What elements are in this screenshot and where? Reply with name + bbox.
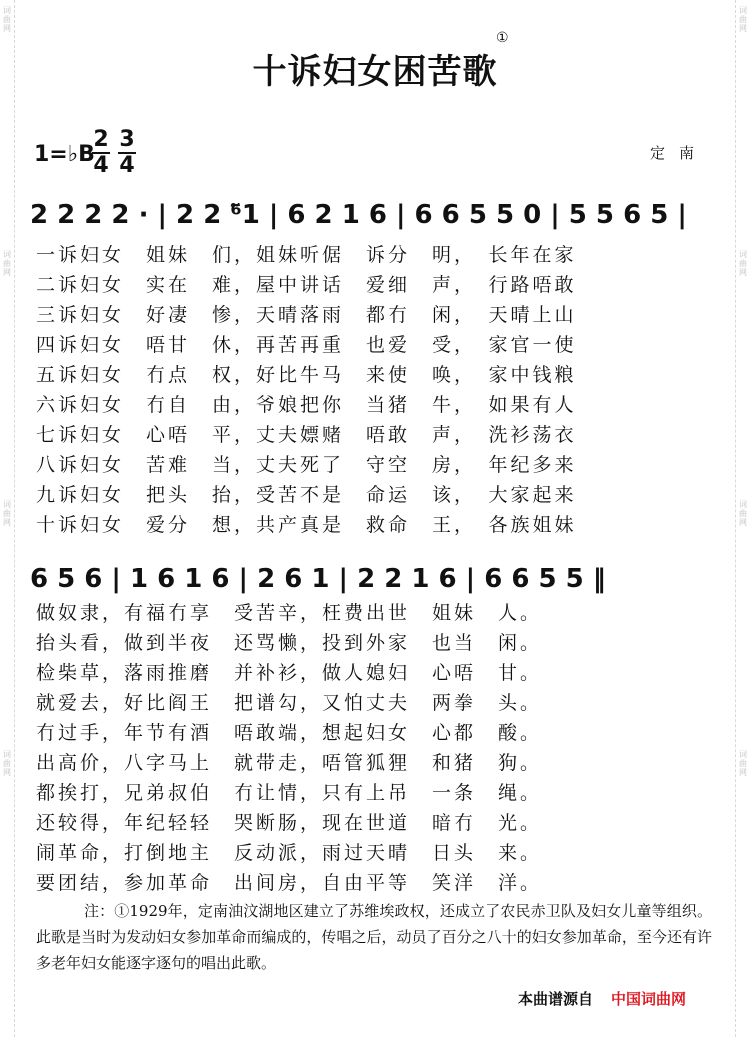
- lyric-verse-4: 就爱去，好比阎王 把谱勾，又怕丈夫 两拳 头。: [36, 692, 543, 714]
- lyric-verse-5: 冇过手，年节有酒 唔敢端，想起妇女 心都 酸。: [36, 722, 543, 744]
- lyric-verse-8: 八诉妇女 苦难 当，丈夫死了 守空 房， 年纪多来: [36, 454, 577, 476]
- lyric-verse-10: 十诉妇女 爱分 想，共产真是 救命 王， 各族姐妹: [36, 514, 577, 536]
- lyric-verse-1: 做奴隶，有福冇享 受苦辛，枉费出世 姐妹 人。: [36, 602, 543, 624]
- title-block: [0, 44, 750, 93]
- lyric-verse-4: 四诉妇女 唔甘 休，再苦再重 也爱 受， 家官一使: [36, 334, 577, 356]
- notation-line: 2 2 2 2 · | 2 2 ⁶̃1 | 6 2 1 6 | 6 6 5 5 0 | 5 5 6 5 |: [30, 200, 687, 230]
- credit-label: 本曲谱源自: [518, 990, 594, 1008]
- lyrics-block-2: [36, 598, 716, 898]
- song-title: 十诉妇女困苦歌: [252, 52, 498, 92]
- lyric-verse-10: 要团结，参加革命 出间房，自由平等 笑洋 洋。: [36, 872, 543, 894]
- footnote-text: 注：①1929年，定南油汶湖地区建立了苏维埃政权，还成立了农民赤卫队及妇女儿童等组织。此歌是当时为发动妇女参加革命而编成的，传唱之后，动员了百分之八十的妇女参加革命，至今还有许多老年妇女能逐字逐句的唱出此歌。: [36, 902, 712, 972]
- meter-3-4: [116, 128, 138, 178]
- watermark-left: 词曲网: [3, 750, 11, 777]
- meter-2-4: [90, 128, 112, 178]
- lyric-verse-2: 抬头看，做到半夜 还骂懒，投到外家 也当 闲。: [36, 632, 543, 654]
- lyric-verse-7: 七诉妇女 心唔 平，丈夫嫖赌 唔敢 声， 洗衫荡衣: [36, 424, 577, 446]
- lyrics-block-1: [36, 240, 716, 540]
- watermark-left: 词曲网: [3, 6, 11, 33]
- watermark-left: 词曲网: [3, 500, 11, 527]
- watermark-left: 词曲网: [3, 250, 11, 277]
- meter-numerator: 2: [93, 127, 109, 152]
- lyric-verse-9: 闹革命，打倒地主 反动派，雨过天晴 日头 来。: [36, 842, 543, 864]
- meter-numerator: 3: [119, 127, 135, 152]
- lyric-verse-8: 还较得，年纪轻轻 哭断肠，现在世道 暗冇 光。: [36, 812, 543, 834]
- credit-site-link[interactable]: 中国词曲网: [611, 990, 687, 1008]
- lyric-verse-1: 一诉妇女 姐妹 们，姐妹听倨 诉分 明， 长年在家: [36, 244, 577, 266]
- credit-line: [518, 988, 686, 1009]
- watermark-right: 词曲网: [739, 500, 747, 527]
- watermark-right: 词曲网: [739, 6, 747, 33]
- lyric-verse-6: 六诉妇女 冇自 由，爷娘把你 当猪 牛， 如果有人: [36, 394, 577, 416]
- title-footnote-mark: ①: [496, 30, 509, 46]
- notation-staff-1: [30, 200, 720, 240]
- watermark-right: 词曲网: [739, 750, 747, 777]
- lyric-verse-5: 五诉妇女 冇点 权，好比牛马 来使 唤， 家中钱粮: [36, 364, 577, 386]
- key-label: 1=♭B: [34, 142, 95, 167]
- meter-denominator: 4: [119, 153, 135, 178]
- lyric-verse-2: 二诉妇女 实在 难，屋中讲话 爱细 声， 行路唔敢: [36, 274, 577, 296]
- watermark-right: 词曲网: [739, 250, 747, 277]
- lyric-verse-3: 检柴草，落雨推磨 并补衫，做人媳妇 心唔 甘。: [36, 662, 543, 684]
- lyric-verse-7: 都挨打，兄弟叔伯 冇让情，只有上吊 一条 绳。: [36, 782, 543, 804]
- lyric-verse-3: 三诉妇女 好凄 惨，天晴落雨 都冇 闲， 天晴上山: [36, 304, 577, 326]
- lyric-verse-6: 出高价，八字马上 就带走，唔管狐狸 和猪 狗。: [36, 752, 543, 774]
- lyric-verse-9: 九诉妇女 把头 抬，受苦不是 命运 该， 大家起来: [36, 484, 577, 506]
- notation-line: 6 5 6 | 1 6 1 6 | 2 6 1 | 2 2 1 6 | 6 6 5 5 ‖: [30, 564, 606, 594]
- song-source-region: 定南: [650, 144, 709, 162]
- meter-denominator: 4: [93, 153, 109, 178]
